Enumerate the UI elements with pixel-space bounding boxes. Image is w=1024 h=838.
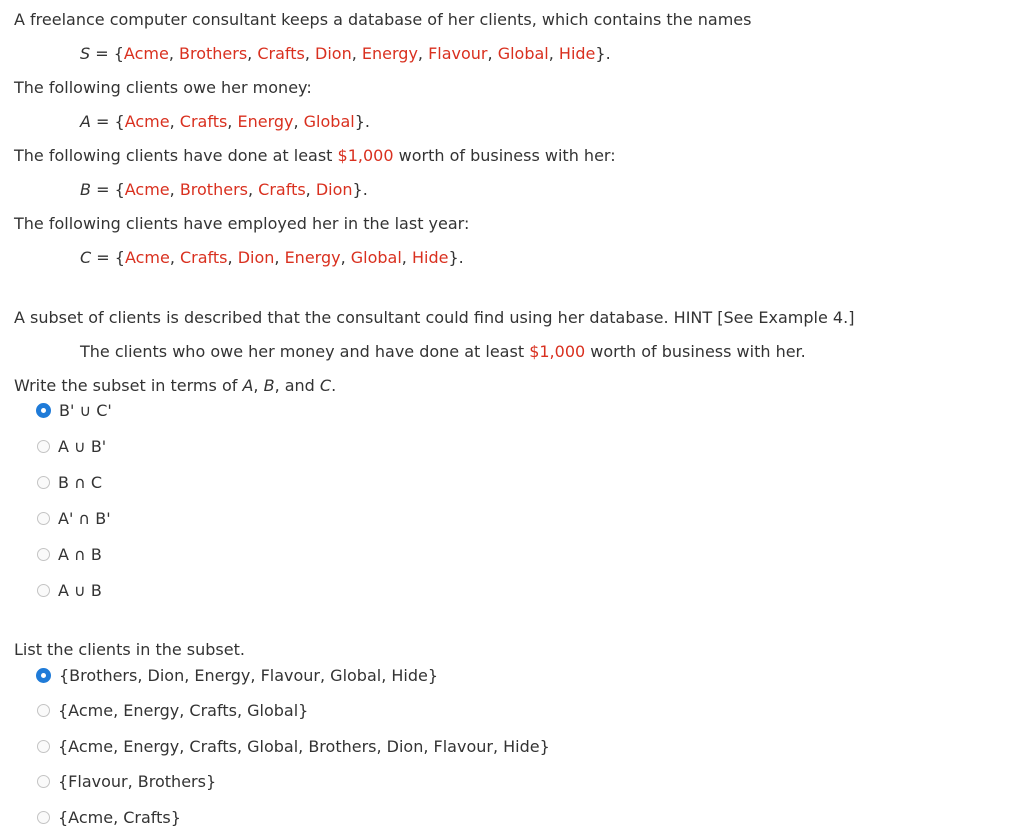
radio-icon[interactable] bbox=[37, 512, 50, 525]
option-label: {Acme, Crafts} bbox=[58, 807, 181, 827]
subset-option-1[interactable] bbox=[36, 400, 112, 420]
set-element: Dion bbox=[315, 44, 352, 63]
set-element: Crafts bbox=[180, 248, 228, 267]
question-text: A subset of clients is described that the consultant could find using her database. HINT [See Example 4.] bbox=[14, 308, 855, 327]
set-element: Global bbox=[350, 248, 402, 267]
radio-icon[interactable] bbox=[37, 548, 50, 561]
intro-text: A freelance computer consultant keeps a database of her clients, which contains the names bbox=[14, 10, 752, 29]
option-label: A' ∩ B' bbox=[58, 508, 111, 528]
radio-icon[interactable] bbox=[37, 584, 50, 597]
radio-icon[interactable] bbox=[37, 775, 50, 788]
set-label: S bbox=[80, 44, 91, 63]
set-element: Dion bbox=[237, 248, 275, 267]
client-option-4[interactable] bbox=[36, 772, 216, 792]
subset-option-3[interactable] bbox=[36, 472, 102, 492]
radio-icon[interactable] bbox=[37, 440, 50, 453]
set-element: Acme bbox=[124, 248, 170, 267]
amount-value: $1,000 bbox=[529, 342, 586, 361]
set-A: A = {Acme, Crafts, Energy, Global}. bbox=[80, 112, 370, 131]
client-option-2[interactable] bbox=[36, 701, 308, 721]
set-C-intro: The following clients have employed her in the last year: bbox=[14, 214, 470, 233]
set-element: Flavour bbox=[428, 44, 488, 63]
radio-icon[interactable] bbox=[37, 740, 50, 753]
set-element: Acme bbox=[123, 44, 169, 63]
set-element: Crafts bbox=[179, 112, 228, 131]
client-option-1[interactable] bbox=[36, 665, 438, 685]
set-element: Acme bbox=[124, 112, 170, 131]
option-label: A ∪ B bbox=[58, 580, 102, 600]
radio-selected-icon[interactable] bbox=[36, 403, 51, 418]
set-element: Global bbox=[497, 44, 549, 63]
set-element: Global bbox=[303, 112, 355, 131]
subset-description: The clients who owe her money and have done at least $1,000 worth of business with her. bbox=[80, 342, 806, 361]
set-element: Hide bbox=[558, 44, 596, 63]
set-element: Crafts bbox=[257, 44, 305, 63]
amount-value: $1,000 bbox=[337, 146, 394, 165]
set-element: Hide bbox=[411, 248, 449, 267]
set-A-intro: The following clients owe her money: bbox=[14, 78, 312, 97]
set-S: S = {Acme, Brothers, Crafts, Dion, Energy, Flavour, Global, Hide}. bbox=[80, 44, 611, 63]
subset-option-6[interactable] bbox=[36, 580, 102, 600]
set-B-intro: The following clients have done at least $1,000 worth of business with her: bbox=[14, 146, 616, 165]
set-label: A bbox=[80, 112, 91, 131]
list-prompt: List the clients in the subset. bbox=[14, 640, 245, 659]
option-label: B ∩ C bbox=[58, 472, 103, 492]
set-label: C bbox=[80, 248, 92, 267]
client-option-3[interactable] bbox=[36, 736, 550, 756]
set-element: Energy bbox=[237, 112, 294, 131]
subset-option-5[interactable] bbox=[36, 544, 102, 564]
option-label: A ∪ B' bbox=[58, 436, 107, 456]
option-label: A ∩ B bbox=[58, 544, 102, 564]
set-B: B = {Acme, Brothers, Crafts, Dion}. bbox=[80, 180, 368, 199]
set-element: Crafts bbox=[258, 180, 306, 199]
set-element: Brothers bbox=[179, 180, 248, 199]
option-label: {Acme, Energy, Crafts, Global, Brothers, Dion, Flavour, Hide} bbox=[58, 736, 550, 756]
radio-selected-icon[interactable] bbox=[36, 668, 51, 683]
option-label: {Acme, Energy, Crafts, Global} bbox=[58, 701, 309, 720]
set-label: B bbox=[80, 180, 91, 199]
option-label: {Brothers, Dion, Energy, Flavour, Global, Hide} bbox=[59, 665, 439, 685]
radio-icon[interactable] bbox=[37, 704, 50, 717]
set-element: Energy bbox=[361, 44, 418, 63]
subset-prompt: Write the subset in terms of A, B, and C. bbox=[14, 376, 337, 395]
set-element: Acme bbox=[124, 180, 170, 199]
set-element: Energy bbox=[284, 248, 341, 267]
radio-icon[interactable] bbox=[37, 811, 50, 824]
option-label: {Flavour, Brothers} bbox=[58, 772, 217, 791]
set-element: Dion bbox=[315, 180, 353, 199]
subset-option-4[interactable] bbox=[36, 508, 111, 528]
radio-icon[interactable] bbox=[37, 476, 50, 489]
set-element: Brothers bbox=[178, 44, 248, 63]
client-option-5[interactable] bbox=[36, 807, 181, 827]
option-label: B' ∪ C' bbox=[59, 400, 112, 420]
subset-option-2[interactable] bbox=[36, 436, 106, 456]
set-C: C = {Acme, Crafts, Dion, Energy, Global, Hide}. bbox=[80, 248, 464, 267]
